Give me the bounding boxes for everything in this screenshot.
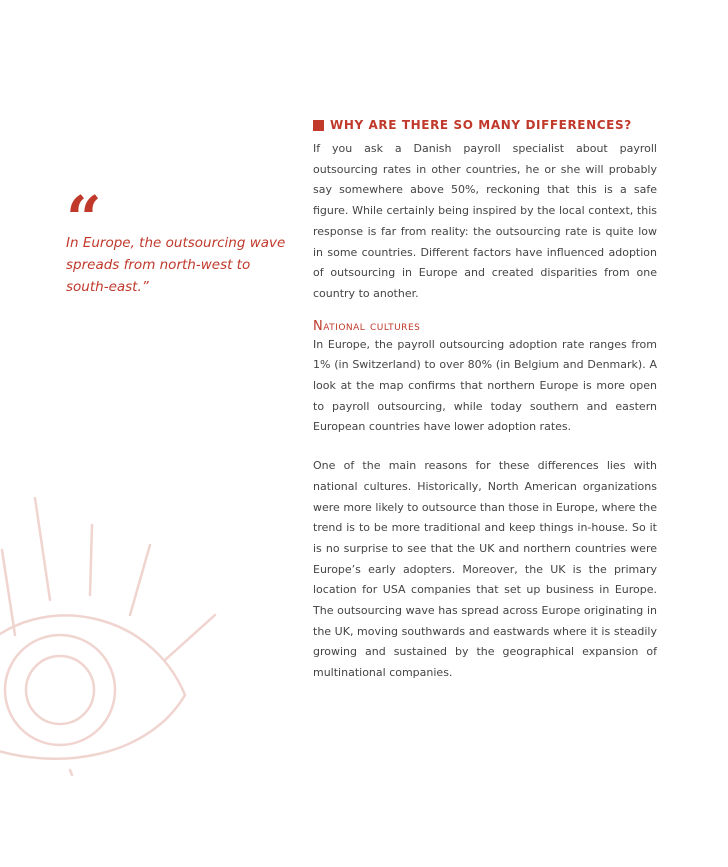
pull-quote: In Europe, the outsourcing wave spreads from north-west to south-east.” [66, 235, 286, 295]
quote-mark-icon: “ [66, 182, 102, 255]
section-heading-text: WHY ARE THERE SO MANY DIFFERENCES? [330, 118, 632, 132]
paragraph-adoption-rates: In Europe, the payroll outsourcing adoption rate ranges from 1% (in Switzerland) to over 80% (in Belgium and Denmark). A look at the map confirms that northern Europe is more open to payroll outsourcing, while today southern and eastern European countries have lower adoption rates. [313, 337, 657, 434]
intro-paragraph: If you ask a Danish payroll specialist about payroll outsourcing rates in other countries, he or she will probably say somewhere above 50%, reckoning that this is a safe figure. While certainly being inspired by the local context, this response is far from reality: the outsourcing rate is quite low in some countries. Different factors have influenced adoption of outsourcing in Europe and created disparities from one country to another. [313, 142, 657, 300]
article-body [313, 115, 657, 684]
subheading-national-cultures: National cultures [313, 318, 421, 334]
eye-illustration-icon [0, 490, 240, 790]
heading-bullet-icon [313, 120, 324, 131]
paragraph-national-cultures: One of the main reasons for these differences lies with national cultures. Historically, North American organizations were more likely to outsource than those in Europe, where the trend is to be more traditional and keep things in-house. So it is no surprise to see that the UK and northern countries were Europe’s early adopters. Moreover, the UK is the primary location for USA companies that set up business in Europe. The outsourcing wave has spread across Europe originating in the UK, moving southwards and eastwards where it is steadily growing and sustained by the geographical expansion of multinational companies. [313, 459, 657, 680]
section-heading [313, 115, 657, 135]
